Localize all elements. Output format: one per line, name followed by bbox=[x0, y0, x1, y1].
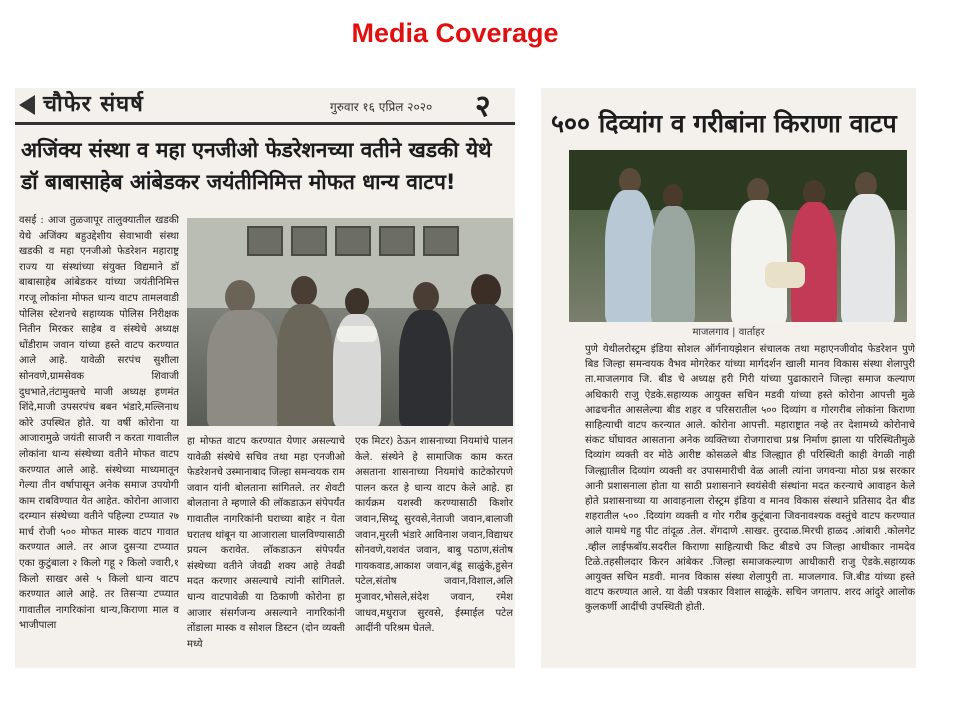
photo-frame bbox=[291, 226, 327, 256]
photo-frame bbox=[335, 226, 371, 256]
person-figure bbox=[277, 304, 333, 426]
article-body-right: पुणे येथीलरोस्ट्रम इंडिया सोशल ऑर्गनायझेशन संचालक तथा महाएनजीवोद फेडरेशन पुणे बिड जिल्हा समन्वयक वैभव मोगरेकर यांच्या मार्गदर्शन खाली मानव विकास संस्था शेलापुरी ता.माजलगाव जि. बीड चे अध्यक्ष हरी गिरी यांच्या पुढाकाराने जिल्हा समाज कल्याण अधिकारी राजु ऐडके.सहाय्यक आयुक्त सचिन मडवी यांच्या हस्ते कोरोना आपत्ती मुळे आढचनीत आसलेल्या बीड शहर व परिसरातील ५०० दिव्यांग व गोरगरीब लोकांना किराणा साहित्याची वाटप करन्यात आले. कोरोना आपत्ती. महाराष्ट्रात नव्हे तर देशामध्ये कोरोनाचे संकट घोंघावत आसताना अनेक व्यक्तिच्या रोजगाराचा प्रश्न निर्माण झाला या परिस्थितीमुळे दिव्यांग व्यक्ती वर मोठे आरीष्ट कोसळले बीड जिल्ह्यात ही परिस्थिती काही वेगळी नाही जिल्ह्यातील दिव्यांग व्यक्ती वर उपासमारीची वेळ आली त्यांना जगवन्या मोठा प्रश्न सरकार आनी प्रशासनाला होता या साठी प्रशासनाने स्वयंसेवी संस्थांना मदत करन्याचे आवाहन केले होते प्रशासनाच्या या आवाहनाला रोस्ट्रम इंडिया व मानव विकास संस्थाने प्रतिसाद देत बीड शहरातील ५०० .दिव्यांग व्यक्ती व गोर गरीब कुटूंबाना जिवनावश्यक वस्तुंचे वाटप करण्यात आले यामधे गहु पीट तांदूळ .तेल. शेंगदाणे .साखर. तुरदाळ.मिरची हाळद .आंबारी .कोलगेट .व्हील लाईफबॉय.सदरील किराणा साहित्याची किट बीडचे उप जिल्हा आधीकार नामदेव टिळे.तहसीलदार किरन आंबेकर .जिल्हा समाजकल्याण आधीकारी राजु ऐडके.सहाय्यक आयुक्त सचिन मडवी. मानव विकास संस्था शेलापुरी ता. माजलगाव. जि.बीड यांच्या हस्ते वाटप करण्यात आले. या वेळी पत्रकार विशाल साळूंके. सचिन जगताप. शरद आंदुरे आलोक कुलकर्णी आदींची उपस्थिती होती. bbox=[585, 344, 915, 614]
person-figure bbox=[207, 310, 279, 426]
person-figure bbox=[731, 200, 787, 322]
newspaper-clipping-right bbox=[541, 88, 916, 668]
person-head bbox=[345, 288, 369, 316]
masthead-date: गुरुवार १६ एप्रिल २०२० bbox=[330, 100, 433, 114]
person-head bbox=[291, 276, 317, 306]
news-photo-right bbox=[569, 150, 907, 322]
news-photo-left bbox=[187, 218, 513, 426]
person-head bbox=[471, 274, 501, 308]
headline-left bbox=[21, 134, 511, 198]
headline-line-1: अजिंक्य संस्था व महा एनजीओ फेडरेशनच्या वतीने खडकी येथे bbox=[21, 138, 492, 162]
masthead-arrow-icon bbox=[19, 95, 35, 115]
headline-right: ५०० दिव्यांग व गरीबांना किराणा वाटप bbox=[551, 109, 897, 138]
headline-line-2: डॉ बाबासाहेब आंबेडकर जयंतीनिमित्त मोफत धान्य वाटप! bbox=[21, 170, 456, 194]
slide-title: Media Coverage bbox=[351, 18, 559, 48]
person-head bbox=[225, 280, 255, 314]
photo-frame bbox=[379, 226, 415, 256]
article-column-1: वसई : आज तुळजापूर तालुक्यातील खडकी येथे अजिंक्य बहुउद्देशीय सेवाभावी संस्था खडकी व महा एनजीओ फेडरेशन महाराष्ट्र राज्य या संस्थांच्या संयुक्त विद्यमाने डॉ बाबासाहेब आंबेडकर यांच्या जयंतीनिमित्त गरजू लोकांना मोफत धान्य वाटप तामलवाडी पोलिस स्टेशनचे सहाय्यक पोलिस निरीक्षक नितीन मिरकर साहेब व संस्थेचे अध्यक्ष धोंडीराम जवान यांच्या हस्ते वाटप करण्यात आले आहे. यावेळी सरपंच सुशीला सोनवणे,ग्रामसेवक शिवाजी दुधभाते,तंटामुक्तचे माजी अध्यक्ष हणमंत शिंदे,माजी उपसरपंच बबन भंडारे,मल्लिनाथ कोरे उपस्थित होते. या वर्षी कोरोना या आजारामुळे जयंती साजरी न करता गावातील लोकांना धान्य संस्थेच्या वतीने मोफत वाटप करण्यात आले आहे. संस्थेच्या माध्यमातून गेल्या तीन वर्षापासून अनेक समाज उपयोगी काम राबविण्यात येत आहेत. कोरोना आजारा दरम्यान संस्थेच्या वतीने पहिल्या टप्प्यात २७ मार्च रोजी ५०० मोफत मास्क वाटप गावात करण्यात आले. तर आज दुसर्‍या टप्प्यात एका कुटुंबाला २ किलो गहू २ किलो ज्वारी,१ किलो साखर असे ५ किलो धान्य वाटप करण्यात आले आहे. तर तिसर्‍या टप्प्यात गावातील नागरिकांना धान्य,किराणा माल व भाजीपाला bbox=[19, 215, 179, 632]
person-figure bbox=[651, 206, 695, 322]
person-figure bbox=[453, 304, 513, 426]
person-figure bbox=[605, 190, 655, 322]
article-column-3: एक मिटर) ठेऊन शासनाच्या नियमांचे पालन केले. संस्थेने हे सामाजिक काम करत असताना शासनाच्या नियमांचे काटेकोरपणे पालन करत हे धान्य वाटप केले आहे. हा कार्यक्रम यशस्वी करण्यासाठी किशोर जवान,सिध्दू सुरवसे,नेताजी जवान,बालाजी जवान,मुरली भंडारे आविनाश जवान,विद्याधर सोनवणे,यशवंत जवान, बाबु पठाण,संतोष गायकवाड,आकाश जवान,बंडू साळुंके,हुसेन पटेल,संतोष जवान,विशाल,अलि मुजावर,भोसले,संदेश जवान, रमेश जाधव,मधुराज सुरवसे, ईस्माईल पटेल आदींनी परिश्रम घेतले. bbox=[355, 436, 513, 635]
masthead-bar bbox=[15, 88, 515, 125]
masthead-title: चौफेर संघर्ष bbox=[43, 92, 144, 117]
newspaper-clipping-left bbox=[15, 88, 515, 668]
article-column-2: हा मोफत वाटप करण्यात येणार असल्याचे यावेळी संस्थेचे सचिव तथा महा एनजीओ फेडरेशनचे उस्मानाबाद जिल्हा समन्वयक राम जवान यांनी बोलताना सांगितले. तर शेवटी बोलताना ते म्हणाले की लॉकडाऊन संपेपर्यंत गावातील नागरिकांनी घराच्या बाहेर न येता घरातच थांबून या आजाराला घालविण्यासाठी प्रयत्न करावेत. लॉकडाऊन संपेपर्यंत संस्थेच्या वतीने जेवढी शक्य आहे तेवढी मदत करणार असल्याचे त्यांनी सांगितले. धान्य वाटपावेळी या ठिकाणी कोरोना हा आजार संसर्गजन्य असल्याने नागरिकांनी तोंडाला मास्क व सोशल डिस्टन (दोन व्यक्ती मध्ये bbox=[187, 436, 345, 650]
page-number: २ bbox=[475, 89, 491, 124]
dateline: माजलगाव | वार्ताहर bbox=[692, 327, 765, 338]
person-head bbox=[663, 184, 683, 208]
grain-packets bbox=[337, 326, 377, 342]
person-head bbox=[413, 282, 439, 312]
grocery-bags bbox=[765, 262, 805, 288]
photo-frame bbox=[247, 226, 283, 256]
photo-frame bbox=[423, 226, 459, 256]
person-figure bbox=[841, 194, 895, 322]
person-figure bbox=[399, 310, 451, 426]
